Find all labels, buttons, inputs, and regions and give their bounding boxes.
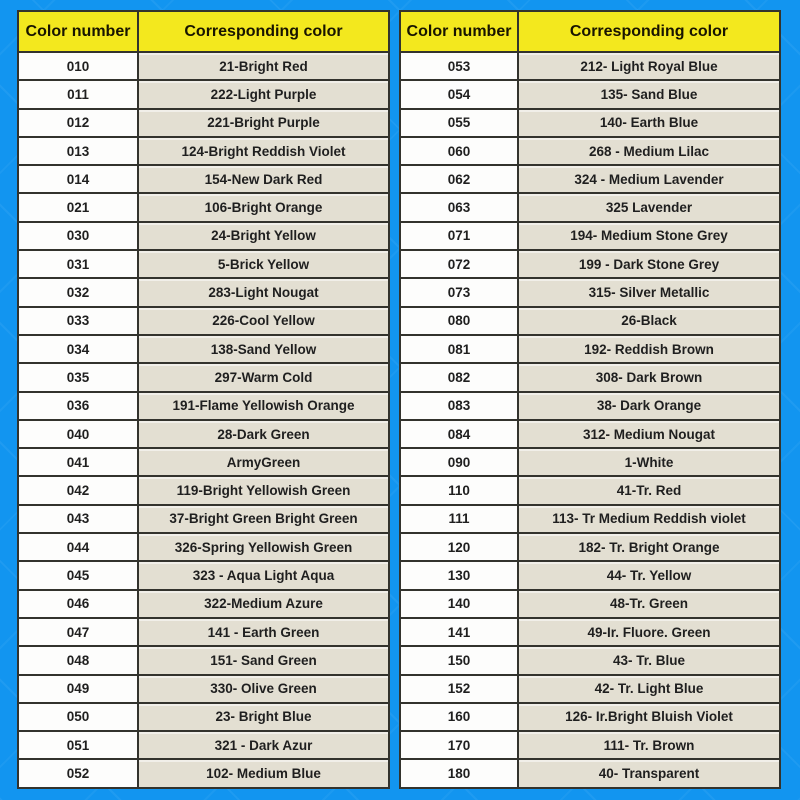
color-number-cell: 053 <box>400 52 518 80</box>
table-row <box>400 250 780 278</box>
header-row <box>400 11 780 52</box>
corresponding-color-cell: 37-Bright Green Bright Green <box>138 505 389 533</box>
color-number-cell: 012 <box>18 109 138 137</box>
corresponding-color-cell: 322-Medium Azure <box>138 590 389 618</box>
table-row <box>400 675 780 703</box>
corresponding-color-cell: 268 - Medium Lilac <box>518 137 780 165</box>
table-row <box>18 448 389 476</box>
table-row <box>18 646 389 674</box>
corresponding-color-cell: 40- Transparent <box>518 759 780 787</box>
corresponding-color-cell: 151- Sand Green <box>138 646 389 674</box>
corresponding-color-cell: 212- Light Royal Blue <box>518 52 780 80</box>
table-row <box>400 137 780 165</box>
color-number-cell: 047 <box>18 618 138 646</box>
color-number-cell: 062 <box>400 165 518 193</box>
table-row <box>400 561 780 589</box>
corresponding-color-cell: 38- Dark Orange <box>518 392 780 420</box>
color-table <box>17 10 390 789</box>
color-table <box>399 10 781 789</box>
corresponding-color-cell: 21-Bright Red <box>138 52 389 80</box>
color-number-cell: 035 <box>18 363 138 391</box>
color-number-cell: 130 <box>400 561 518 589</box>
color-number-cell: 033 <box>18 307 138 335</box>
color-number-cell: 084 <box>400 420 518 448</box>
color-number-cell: 034 <box>18 335 138 363</box>
corresponding-color-cell: 138-Sand Yellow <box>138 335 389 363</box>
table-row <box>18 618 389 646</box>
table-row <box>400 165 780 193</box>
color-number-cell: 111 <box>400 505 518 533</box>
table-row <box>400 476 780 504</box>
corresponding-color-cell: 106-Bright Orange <box>138 193 389 221</box>
corresponding-color-cell: 44- Tr. Yellow <box>518 561 780 589</box>
corresponding-color-cell: 126- Ir.Bright Bluish Violet <box>518 703 780 731</box>
corresponding-color-cell: 182- Tr. Bright Orange <box>518 533 780 561</box>
corresponding-color-cell: 312- Medium Nougat <box>518 420 780 448</box>
table-row <box>400 109 780 137</box>
color-number-cell: 150 <box>400 646 518 674</box>
color-number-cell: 045 <box>18 561 138 589</box>
table-row <box>400 590 780 618</box>
corresponding-color-cell: 199 - Dark Stone Grey <box>518 250 780 278</box>
corresponding-color-cell: ArmyGreen <box>138 448 389 476</box>
table-row <box>18 759 389 787</box>
color-number-cell: 043 <box>18 505 138 533</box>
color-number-cell: 014 <box>18 165 138 193</box>
table-row <box>400 80 780 108</box>
corresponding-color-cell: 222-Light Purple <box>138 80 389 108</box>
color-number-cell: 180 <box>400 759 518 787</box>
corresponding-color-cell: 41-Tr. Red <box>518 476 780 504</box>
color-number-cell: 110 <box>400 476 518 504</box>
table-row <box>18 505 389 533</box>
color-number-cell: 170 <box>400 731 518 759</box>
corresponding-color-cell: 154-New Dark Red <box>138 165 389 193</box>
table-row <box>400 420 780 448</box>
corresponding-color-cell: 42- Tr. Light Blue <box>518 675 780 703</box>
column-header-corresponding-color: Corresponding color <box>138 11 389 52</box>
color-number-cell: 160 <box>400 703 518 731</box>
color-number-cell: 011 <box>18 80 138 108</box>
corresponding-color-cell: 28-Dark Green <box>138 420 389 448</box>
corresponding-color-cell: 24-Bright Yellow <box>138 222 389 250</box>
corresponding-color-cell: 1-White <box>518 448 780 476</box>
corresponding-color-cell: 49-Ir. Fluore. Green <box>518 618 780 646</box>
table-row <box>18 363 389 391</box>
color-number-cell: 080 <box>400 307 518 335</box>
corresponding-color-cell: 324 - Medium Lavender <box>518 165 780 193</box>
color-number-cell: 083 <box>400 392 518 420</box>
color-number-cell: 046 <box>18 590 138 618</box>
color-number-cell: 071 <box>400 222 518 250</box>
table-row <box>400 759 780 787</box>
color-number-cell: 044 <box>18 533 138 561</box>
corresponding-color-cell: 111- Tr. Brown <box>518 731 780 759</box>
color-number-cell: 042 <box>18 476 138 504</box>
table-row <box>18 278 389 306</box>
table-row <box>400 646 780 674</box>
corresponding-color-cell: 48-Tr. Green <box>518 590 780 618</box>
column-header-color-number: Color number <box>400 11 518 52</box>
table-row <box>400 307 780 335</box>
corresponding-color-cell: 308- Dark Brown <box>518 363 780 391</box>
color-number-cell: 073 <box>400 278 518 306</box>
table-row <box>18 590 389 618</box>
corresponding-color-cell: 283-Light Nougat <box>138 278 389 306</box>
table-row <box>18 307 389 335</box>
color-number-cell: 049 <box>18 675 138 703</box>
color-number-cell: 081 <box>400 335 518 363</box>
color-table-right <box>399 10 779 789</box>
table-row <box>400 618 780 646</box>
corresponding-color-cell: 191-Flame Yellowish Orange <box>138 392 389 420</box>
corresponding-color-cell: 119-Bright Yellowish Green <box>138 476 389 504</box>
corresponding-color-cell: 43- Tr. Blue <box>518 646 780 674</box>
corresponding-color-cell: 226-Cool Yellow <box>138 307 389 335</box>
table-row <box>400 533 780 561</box>
corresponding-color-cell: 297-Warm Cold <box>138 363 389 391</box>
corresponding-color-cell: 141 - Earth Green <box>138 618 389 646</box>
corresponding-color-cell: 325 Lavender <box>518 193 780 221</box>
table-row <box>18 335 389 363</box>
color-number-cell: 120 <box>400 533 518 561</box>
table-row <box>18 420 389 448</box>
color-number-cell: 032 <box>18 278 138 306</box>
table-row <box>18 52 389 80</box>
corresponding-color-cell: 315- Silver Metallic <box>518 278 780 306</box>
table-row <box>18 109 389 137</box>
table-row <box>400 278 780 306</box>
table-row <box>400 505 780 533</box>
table-row <box>400 193 780 221</box>
corresponding-color-cell: 102- Medium Blue <box>138 759 389 787</box>
color-number-cell: 052 <box>18 759 138 787</box>
color-number-cell: 050 <box>18 703 138 731</box>
table-row <box>400 222 780 250</box>
table-row <box>18 533 389 561</box>
table-row <box>18 222 389 250</box>
corresponding-color-cell: 321 - Dark Azur <box>138 731 389 759</box>
corresponding-color-cell: 5-Brick Yellow <box>138 250 389 278</box>
table-row <box>18 193 389 221</box>
table-row <box>18 165 389 193</box>
color-number-cell: 036 <box>18 392 138 420</box>
table-row <box>18 80 389 108</box>
color-number-cell: 051 <box>18 731 138 759</box>
table-row <box>18 675 389 703</box>
header-row <box>18 11 389 52</box>
table-row <box>18 731 389 759</box>
table-row <box>400 335 780 363</box>
table-row <box>18 561 389 589</box>
color-number-cell: 030 <box>18 222 138 250</box>
table-row <box>18 703 389 731</box>
corresponding-color-cell: 124-Bright Reddish Violet <box>138 137 389 165</box>
color-number-cell: 152 <box>400 675 518 703</box>
color-number-cell: 054 <box>400 80 518 108</box>
corresponding-color-cell: 330- Olive Green <box>138 675 389 703</box>
table-row <box>400 392 780 420</box>
color-number-cell: 055 <box>400 109 518 137</box>
table-row <box>18 137 389 165</box>
table-row <box>18 392 389 420</box>
table-row <box>400 52 780 80</box>
table-row <box>18 250 389 278</box>
color-number-cell: 013 <box>18 137 138 165</box>
corresponding-color-cell: 135- Sand Blue <box>518 80 780 108</box>
color-number-cell: 090 <box>400 448 518 476</box>
corresponding-color-cell: 326-Spring Yellowish Green <box>138 533 389 561</box>
table-row <box>18 476 389 504</box>
color-number-cell: 082 <box>400 363 518 391</box>
color-number-cell: 010 <box>18 52 138 80</box>
color-number-cell: 072 <box>400 250 518 278</box>
color-number-cell: 041 <box>18 448 138 476</box>
corresponding-color-cell: 192- Reddish Brown <box>518 335 780 363</box>
color-table-left <box>17 10 388 789</box>
color-number-cell: 063 <box>400 193 518 221</box>
color-number-cell: 141 <box>400 618 518 646</box>
column-header-corresponding-color: Corresponding color <box>518 11 780 52</box>
color-number-cell: 140 <box>400 590 518 618</box>
corresponding-color-cell: 23- Bright Blue <box>138 703 389 731</box>
corresponding-color-cell: 194- Medium Stone Grey <box>518 222 780 250</box>
color-number-cell: 031 <box>18 250 138 278</box>
table-row <box>400 363 780 391</box>
table-row <box>400 731 780 759</box>
corresponding-color-cell: 113- Tr Medium Reddish violet <box>518 505 780 533</box>
corresponding-color-cell: 140- Earth Blue <box>518 109 780 137</box>
column-header-color-number: Color number <box>18 11 138 52</box>
table-row <box>400 703 780 731</box>
color-number-cell: 021 <box>18 193 138 221</box>
table-row <box>400 448 780 476</box>
corresponding-color-cell: 323 - Aqua Light Aqua <box>138 561 389 589</box>
color-number-cell: 060 <box>400 137 518 165</box>
color-number-cell: 040 <box>18 420 138 448</box>
corresponding-color-cell: 221-Bright Purple <box>138 109 389 137</box>
color-number-cell: 048 <box>18 646 138 674</box>
corresponding-color-cell: 26-Black <box>518 307 780 335</box>
